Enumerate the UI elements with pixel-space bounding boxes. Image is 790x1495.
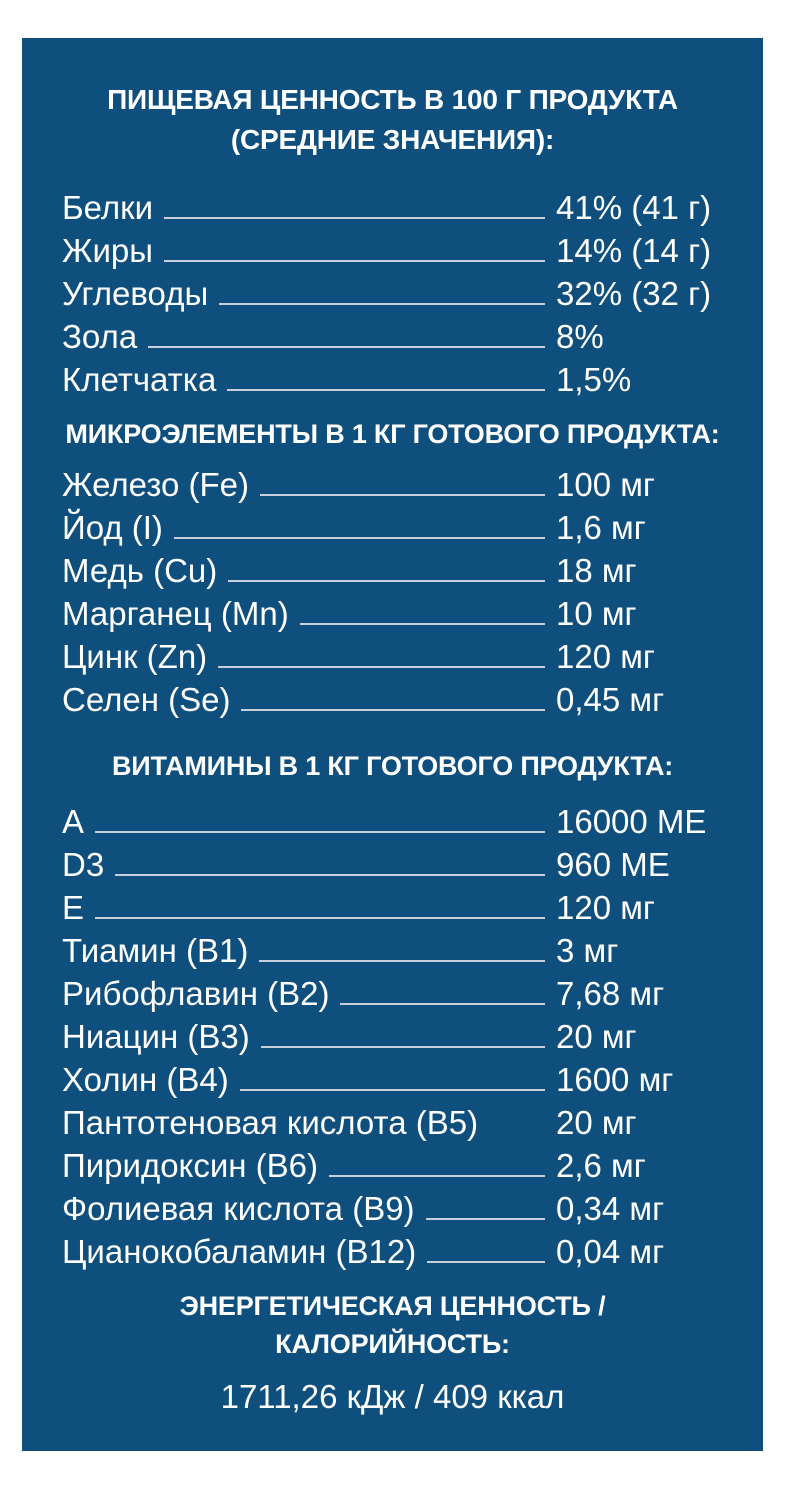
leader-line [240, 1089, 545, 1091]
leader-line [228, 580, 545, 582]
nutrient-value: 2,6 мг [556, 1147, 646, 1184]
nutrient-label: Цианокобаламин (B12) [62, 1233, 417, 1270]
table-row [62, 1144, 746, 1187]
table-row [62, 549, 746, 592]
table-row [62, 1230, 746, 1273]
nutrient-label: Селен (Se) [62, 681, 231, 718]
nutrient-label: D3 [62, 846, 105, 883]
nutrient-label: Холин (B4) [62, 1061, 229, 1098]
leader-line [95, 831, 545, 833]
nutrient-label: A [62, 803, 85, 840]
nutrient-value: 14% (14 г) [556, 232, 712, 269]
leader-line [115, 874, 545, 876]
nutrient-label: Рибофлавин (B2) [62, 975, 330, 1012]
nutrient-value: 0,45 мг [556, 681, 665, 718]
table-row [62, 800, 746, 843]
energy-title-line-2: КАЛОРИЙНОСТЬ: [275, 1329, 510, 1359]
nutrient-value: 16000 МЕ [556, 803, 707, 840]
nutrient-label: Клетчатка [62, 361, 217, 398]
nutrient-value: 41% (41 г) [556, 189, 712, 226]
leader-line [260, 494, 545, 496]
leader-line [426, 1218, 545, 1220]
leader-line [164, 217, 545, 219]
nutrient-value: 0,04 мг [556, 1233, 665, 1270]
leader-line [340, 1003, 545, 1005]
energy-value: 1711,26 кДж / 409 ккал [220, 1378, 565, 1415]
table-row [62, 315, 746, 358]
nutrition-rows [22, 186, 763, 401]
nutrient-label: Марганец (Mn) [62, 595, 289, 632]
leader-line [174, 537, 545, 539]
nutrient-value: 7,68 мг [556, 975, 665, 1012]
energy-title-line-1: ЭНЕРГЕТИЧЕСКАЯ ЦЕННОСТЬ / [179, 1291, 606, 1321]
leader-line [218, 666, 545, 668]
nutrient-label: Йод (I) [62, 509, 163, 546]
nutrient-value: 120 мг [556, 889, 655, 926]
nutrient-label: Пантотеновая кислота (B5) [62, 1104, 479, 1141]
table-row [62, 506, 746, 549]
energy-section-title [22, 1287, 763, 1363]
leader-line [219, 303, 545, 305]
leader-line [164, 260, 545, 262]
table-row [62, 186, 746, 229]
table-row [62, 358, 746, 401]
microelements-rows [22, 463, 763, 721]
nutrient-value: 0,34 мг [556, 1190, 665, 1227]
table-row [62, 592, 746, 635]
leader-line [427, 1261, 545, 1263]
leader-line [300, 623, 545, 625]
leader-line [227, 389, 545, 391]
nutrient-value: 960 МЕ [556, 846, 670, 883]
nutrition-label-card [22, 38, 763, 1451]
nutrient-value: 20 мг [556, 1018, 637, 1055]
nutrient-value: 1,6 мг [556, 509, 646, 546]
table-row [62, 678, 746, 721]
table-row [62, 635, 746, 678]
table-row [62, 1187, 746, 1230]
nutrient-label: Тиамин (B1) [62, 932, 249, 969]
nutrition-section-title [22, 80, 763, 160]
vitamins-rows [22, 800, 763, 1273]
nutrient-value: 100 мг [556, 466, 655, 503]
leader-line [329, 1175, 545, 1177]
nutrient-value: 3 мг [556, 932, 619, 969]
table-row [62, 272, 746, 315]
nutrient-value: 120 мг [556, 638, 655, 675]
nutrient-value: 32% (32 г) [556, 275, 712, 312]
nutrient-label: Цинк (Zn) [62, 638, 208, 675]
table-row [62, 229, 746, 272]
leader-line [241, 709, 545, 711]
nutrient-label: Пиридоксин (B6) [62, 1147, 319, 1184]
table-row [62, 843, 746, 886]
nutrient-label: Фолиевая кислота (B9) [62, 1190, 415, 1227]
table-row [62, 886, 746, 929]
table-row [62, 1058, 746, 1101]
microelements-section-title: МИКРОЭЛЕМЕНТЫ В 1 КГ ГОТОВОГО ПРОДУКТА: [65, 419, 720, 449]
table-row [62, 929, 746, 972]
table-row [62, 1101, 746, 1144]
nutrient-label: Зола [62, 318, 138, 355]
nutrient-label: Железо (Fe) [62, 466, 249, 503]
nutrient-value: 1,5% [556, 361, 632, 398]
nutrition-title-line-2: (СРЕДНИЕ ЗНАЧЕНИЯ): [230, 124, 555, 155]
leader-line [261, 1046, 545, 1048]
nutrient-label: Ниацин (B3) [62, 1018, 250, 1055]
nutrient-label: E [62, 889, 85, 926]
leader-line [95, 917, 545, 919]
leader-line [148, 346, 545, 348]
nutrient-value: 8% [556, 318, 604, 355]
nutrient-label: Углеводы [62, 275, 209, 312]
table-row [62, 1015, 746, 1058]
nutrient-value: 1600 мг [556, 1061, 674, 1098]
leader-line [259, 960, 545, 962]
nutrition-title-line-1: ПИЩЕВАЯ ЦЕННОСТЬ В 100 Г ПРОДУКТА [107, 84, 678, 115]
table-row [62, 972, 746, 1015]
nutrient-label: Белки [62, 189, 154, 226]
table-row [62, 463, 746, 506]
nutrient-label: Медь (Cu) [62, 552, 218, 589]
nutrient-value: 18 мг [556, 552, 637, 589]
nutrient-label: Жиры [62, 232, 153, 269]
vitamins-section-title: ВИТАМИНЫ В 1 КГ ГОТОВОГО ПРОДУКТА: [111, 751, 674, 781]
nutrient-value: 20 мг [556, 1104, 637, 1141]
nutrient-value: 10 мг [556, 595, 637, 632]
